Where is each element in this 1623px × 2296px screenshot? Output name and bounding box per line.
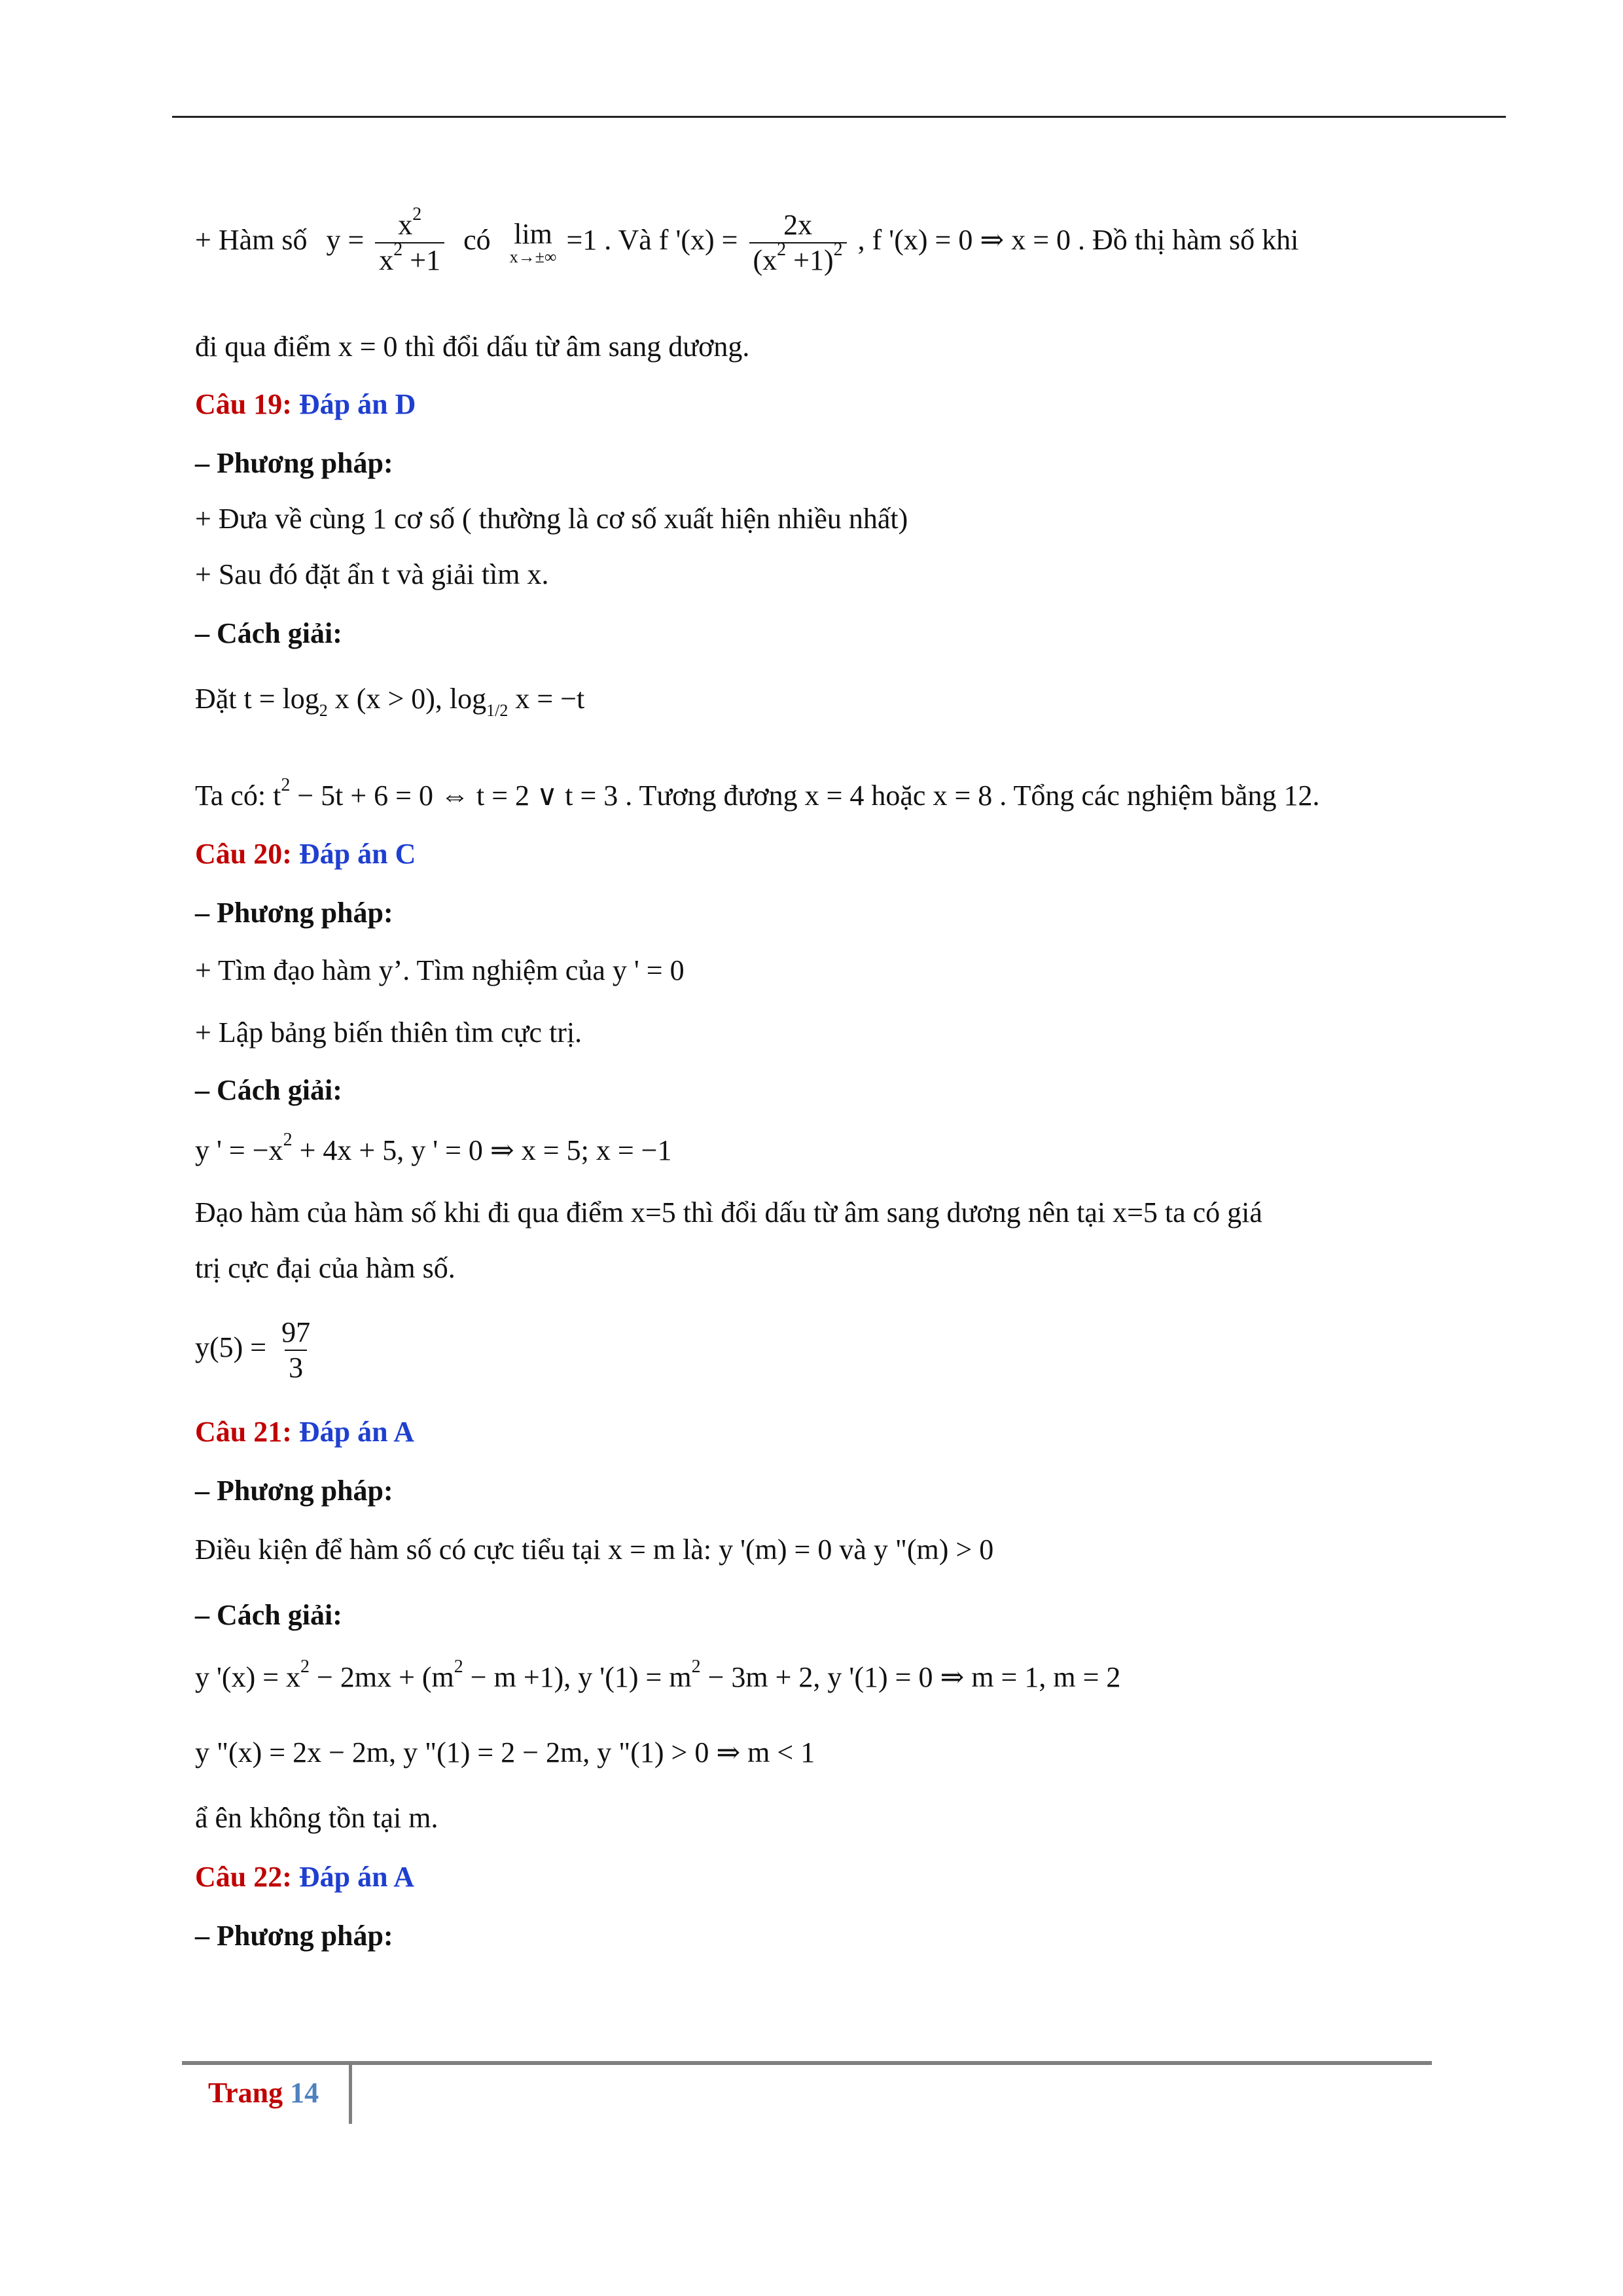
fd-a: y '(x) = x xyxy=(195,1661,301,1693)
method-step-19-1: + Đưa về cùng 1 cơ số ( thường là cơ số xuất hiện nhiều nhất) xyxy=(195,503,908,535)
method-step-21-1: Điều kiện để hàm số có cực tiểu tại x = m là: y '(m) = 0 và y "(m) > 0 xyxy=(195,1534,994,1566)
method-heading-20: – Phương pháp: xyxy=(195,897,393,929)
question-number: Câu 20: xyxy=(195,838,292,870)
sub-a: Đặt t = log xyxy=(195,683,319,715)
solution-21-second-derivative: y "(x) = 2x − 2m, y "(1) = 2 − 2m, y "(1) > 0 ⇒ m < 1 xyxy=(195,1736,815,1768)
fraction-97-over-3 xyxy=(277,1316,314,1385)
frac2-den-sup: 2 xyxy=(777,240,787,260)
page-number-label xyxy=(208,2076,319,2109)
limit-expression xyxy=(510,220,557,266)
question-number: Câu 22: xyxy=(195,1861,292,1893)
method-step-20-2: + Lập bảng biến thiên tìm cực trị. xyxy=(195,1016,582,1049)
lim-under: x→±∞ xyxy=(509,247,557,266)
deriv-b: + 4x + 5, y ' = 0 ⇒ x = 5; x = −1 xyxy=(292,1134,672,1166)
frac-den-rest: +1 xyxy=(402,244,441,276)
fd-sup2: 2 xyxy=(454,1657,463,1677)
solution-heading-20: – Cách giải: xyxy=(195,1074,342,1106)
text-y-eq: y = xyxy=(326,224,365,257)
solution-20-value xyxy=(195,1316,318,1385)
frac-97: 97 xyxy=(281,1316,311,1348)
footer-rule xyxy=(182,2061,1432,2065)
sub-b: x (x > 0), log xyxy=(327,683,487,715)
sub-base-2: 2 xyxy=(319,701,328,720)
answer-label: Đáp án A xyxy=(298,1416,414,1448)
frac-3: 3 xyxy=(285,1350,307,1385)
solution-19-quadratic xyxy=(195,775,1320,814)
text-lim-rest: =1 . Và f '(x) = xyxy=(566,224,738,257)
text-prefix: + Hàm số xyxy=(195,224,308,257)
lim-word: lim xyxy=(514,218,552,250)
solution-20-explanation-2: trị cực đại của hàm số. xyxy=(195,1252,455,1284)
solution-21-first-derivative xyxy=(195,1659,1120,1696)
solution-heading-21: – Cách giải: xyxy=(195,1599,342,1631)
text-l1-tail: , f '(x) = 0 ⇒ x = 0 . Đồ thị hàm số khi xyxy=(857,224,1299,257)
method-step-19-2: + Sau đó đặt ẩn t và giải tìm x. xyxy=(195,558,549,590)
solution-21-conclusion: ẩ ên không tồn tại m. xyxy=(195,1802,438,1834)
frac-num-sup: 2 xyxy=(412,204,422,224)
frac-den-sup: 2 xyxy=(393,240,403,260)
solution-20-derivative xyxy=(195,1132,671,1169)
question-number: Câu 21: xyxy=(195,1416,292,1448)
frac2-den-sup2: 2 xyxy=(833,240,843,260)
fd-d: − 3m + 2, y '(1) = 0 ⇒ m = 1, m = 2 xyxy=(700,1661,1121,1693)
method-heading-22: – Phương pháp: xyxy=(195,1920,393,1952)
question-number: Câu 19: xyxy=(195,388,292,420)
answer-label: Đáp án D xyxy=(298,388,416,420)
frac2-num: 2x xyxy=(783,209,813,241)
frac-den: x xyxy=(379,244,394,276)
solution-20-explanation-1: Đạo hàm của hàm số khi đi qua điểm x=5 thì đổi dấu từ âm sang dương nên tại x=5 ta có giá xyxy=(195,1196,1262,1229)
solution-heading-19: – Cách giải: xyxy=(195,617,342,649)
line-sign-change: đi qua điểm x = 0 thì đổi dấu từ âm sang dương. xyxy=(195,331,750,363)
frac2-den-a: (x xyxy=(753,244,777,276)
solution-19-substitution xyxy=(195,681,585,720)
fd-c: − m +1), y '(1) = m xyxy=(463,1661,692,1693)
quad-b: − 5t + 6 = 0 ⇔ t = 2 ∨ t = 3 . Tương đương x = 4 hoặc x = 8 . Tổng các nghiệm bằng 12. xyxy=(290,780,1320,812)
line-hamso-derivative xyxy=(195,204,1299,278)
heading-cau-22 xyxy=(195,1859,414,1895)
heading-cau-21 xyxy=(195,1414,414,1450)
method-step-20-1: + Tìm đạo hàm y’. Tìm nghiệm của y ' = 0 xyxy=(195,954,685,986)
page-number: 14 xyxy=(290,2077,319,2109)
fd-sup: 2 xyxy=(300,1657,310,1677)
fd-b: − 2mx + (m xyxy=(310,1661,454,1693)
sub-c: x = −t xyxy=(508,683,585,715)
frac-num: x xyxy=(398,209,413,241)
deriv-a: y ' = −x xyxy=(195,1134,283,1166)
quad-a: Ta có: t xyxy=(195,780,281,812)
fd-sup3: 2 xyxy=(691,1657,701,1677)
sub-base-half: 1/2 xyxy=(486,701,508,720)
deriv-sup: 2 xyxy=(283,1130,293,1150)
page-label-text: Trang xyxy=(208,2077,283,2109)
footer-divider xyxy=(349,2065,352,2124)
heading-cau-20 xyxy=(195,836,416,872)
heading-cau-19 xyxy=(195,386,416,423)
quad-sup: 2 xyxy=(281,775,291,795)
answer-label: Đáp án A xyxy=(298,1861,414,1893)
method-heading-19: – Phương pháp: xyxy=(195,447,393,479)
header-rule xyxy=(172,116,1506,118)
frac2-den-b: +1) xyxy=(786,244,834,276)
text-co: có xyxy=(463,224,491,257)
value-lhs: y(5) = xyxy=(195,1331,267,1364)
fraction-x2-over-x2plus1 xyxy=(375,204,444,278)
answer-label: Đáp án C xyxy=(298,838,416,870)
method-heading-21: – Phương pháp: xyxy=(195,1475,393,1507)
fraction-2x-over-square xyxy=(749,208,847,278)
